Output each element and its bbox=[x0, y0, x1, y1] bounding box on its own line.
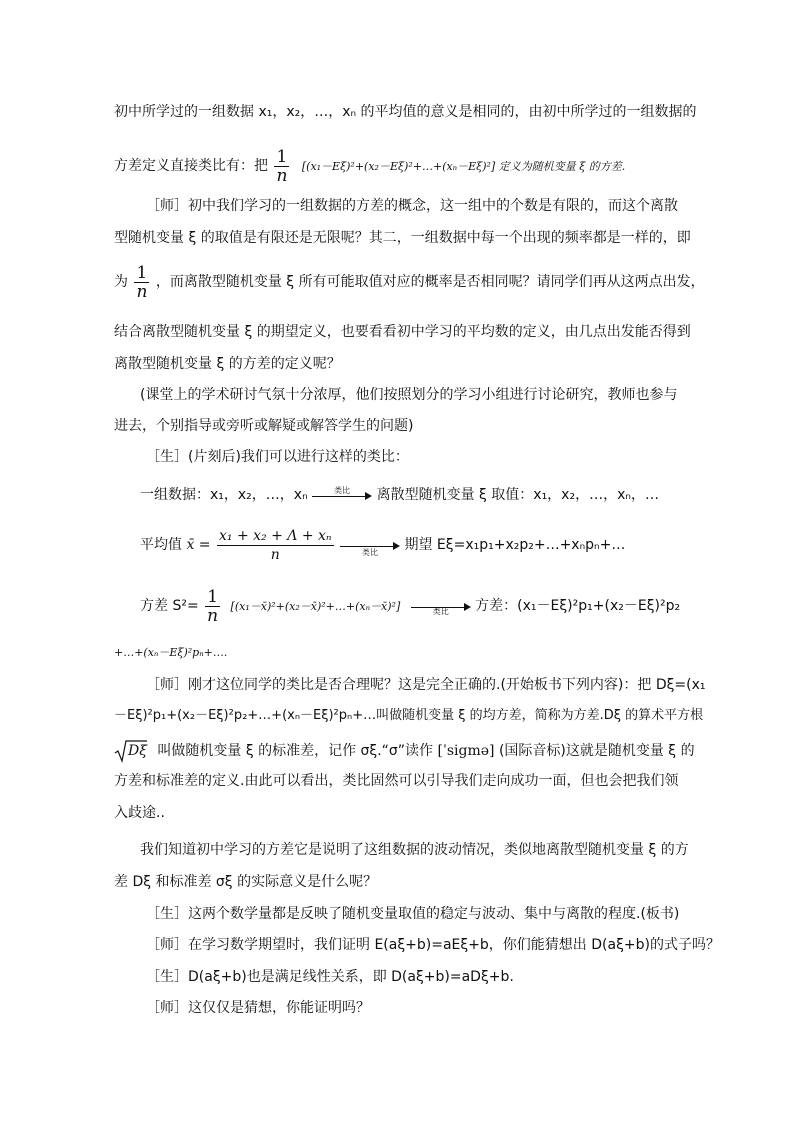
arrow-shaft bbox=[411, 607, 467, 608]
analogy-row-mean bbox=[140, 523, 625, 567]
text-line-20 bbox=[140, 840, 689, 860]
line-5-text: ，而离散型随机变量 ξ 所有可能取值对应的概率是否相同呢？请同学们再从这两点出发， bbox=[155, 274, 705, 290]
analogy-arrow bbox=[312, 485, 372, 505]
line-3-text: ［师］初中我们学习的一组数据的方差的概念，这一组中的个数是有限的，而这个离散 bbox=[146, 198, 678, 214]
line-20-text: 我们知道初中学习的方差它是说明了这组数据的波动情况，类似地离散型随机变量 ξ 的方 bbox=[140, 842, 689, 858]
line-21-text: 差 Dξ 和标准差 σξ 的实际意义是什么呢？ bbox=[114, 874, 378, 890]
line-18-text: 方差和标准差的定义.由此可以看出，类比固然可以引导我们走向成功一面，但也会把我们领 bbox=[114, 773, 679, 789]
expectation-expression: 期望 Eξ=x₁p₁+x₂p₂+…+xₙpₙ+… bbox=[404, 537, 626, 553]
random-variable-values: 离散型随机变量 ξ 取值：x₁，x₂，…，xₙ，… bbox=[376, 487, 659, 503]
fraction-numerator: 1 bbox=[136, 262, 148, 283]
text-line-25 bbox=[146, 998, 370, 1018]
fraction-numerator: 1 bbox=[207, 586, 219, 607]
text-line-22 bbox=[146, 904, 679, 924]
text-line-16 bbox=[114, 706, 703, 726]
mean-symbol: x̄ = bbox=[186, 537, 211, 553]
ipa-pronunciation: [ˈsigmə] bbox=[437, 743, 495, 759]
text-line-10 bbox=[146, 447, 409, 467]
text-line-5 bbox=[114, 262, 705, 302]
sample-variance-expression: [(x₁－x̄)²+(x₂－x̄)²+…+(xₙ－x̄)²] bbox=[230, 600, 401, 613]
text-line-18 bbox=[114, 771, 678, 791]
variance-expression: [(x₁－Eξ)²+(x₂－Eξ)²+…+(xₙ－Eξ)²] 定义为随机变量 ξ 的方差. bbox=[301, 160, 626, 173]
arrow-head bbox=[365, 492, 372, 500]
line-7-text: 离散型随机变量 ξ 的方差的定义呢？ bbox=[114, 356, 341, 372]
text-line-1 bbox=[114, 102, 697, 122]
line-8-text: (课堂上的学术研讨气氛十分浓厚，他们按照划分的学习小组进行讨论研究，教师也参与 bbox=[140, 387, 678, 403]
text-line-7 bbox=[114, 354, 341, 374]
fraction-denominator: n bbox=[207, 605, 219, 626]
line-6-text: 结合离散型随机变量 ξ 的期望定义，也要看看初中学习的平均数的定义，由几点出发能否得到 bbox=[114, 324, 691, 340]
arrow-label: 类比 bbox=[334, 486, 351, 495]
fraction-one-over-n bbox=[274, 148, 289, 185]
analogy-row-variance bbox=[140, 586, 680, 627]
square-root-expression bbox=[114, 737, 153, 765]
line-24-text: ［生］D(aξ+b)也是满足线性关系，即 D(aξ+b)=aDξ+b. bbox=[146, 969, 514, 985]
line-25-text: ［师］这仅仅是猜想，你能证明吗？ bbox=[146, 1000, 370, 1016]
line-9-text: 进去，个别指导或旁听或解疑或解答学生的问题) bbox=[114, 418, 414, 434]
fraction-denominator: n bbox=[276, 165, 288, 186]
random-variance-expression: 方差：(x₁－Eξ)²p₁+(x₂－Eξ)²p₂ bbox=[475, 598, 681, 614]
arrow-label: 类比 bbox=[362, 548, 379, 557]
line-23-text: ［师］在学习数学期望时，我们证明 E(aξ+b)=aEξ+b，你们能猜想出 D(aξ+b)的式子吗？ bbox=[146, 937, 720, 953]
text-line-8 bbox=[140, 385, 677, 405]
text-line-24 bbox=[146, 967, 514, 987]
line-19-text: 入歧途.. bbox=[114, 805, 165, 821]
fraction-one-over-n-2 bbox=[134, 264, 149, 301]
text-line-4 bbox=[114, 228, 691, 248]
line-4-text: 型随机变量 ξ 的取值是有限还是无限呢？其二，一组数据中每一个出现的频率都是一样的，即 bbox=[114, 230, 691, 246]
fraction-numerator: 1 bbox=[276, 146, 288, 167]
analogy-arrow bbox=[411, 596, 471, 616]
line-17-tail: (国际音标)这就是随机变量 ξ 的 bbox=[498, 743, 695, 759]
line-2-lead: 方差定义直接类比有：把 bbox=[114, 158, 268, 174]
mean-fraction-numerator: x₁ + x₂ + Λ + xₙ bbox=[218, 527, 332, 544]
variance-fraction bbox=[205, 588, 220, 625]
text-line-6 bbox=[114, 322, 691, 342]
line-15-text: ［师］刚才这位同学的类比是否合理呢？这是完全正确的.(开始板书下列内容)：把 Dξ=(x₁ bbox=[146, 677, 706, 693]
analogy-arrow bbox=[340, 535, 400, 555]
mean-label: 平均值 bbox=[140, 537, 182, 553]
line-5-lead: 为 bbox=[114, 274, 128, 290]
line-22-text: ［生］这两个数学量都是反映了随机变量取值的稳定与波动、集中与离散的程度.(板书) bbox=[146, 906, 680, 922]
line-14-text: +…+(xₙ－Eξ)²pₙ+…. bbox=[114, 646, 228, 659]
data-set-label: 一组数据：x₁，x₂，…，xₙ bbox=[140, 487, 308, 503]
text-line-2 bbox=[114, 146, 625, 187]
arrow-head bbox=[393, 542, 400, 550]
text-line-23 bbox=[146, 935, 720, 955]
text-line-9 bbox=[114, 416, 413, 436]
text-line-14 bbox=[114, 642, 227, 663]
variance-label: 方差 S²= bbox=[140, 598, 199, 614]
square-root-content: Dξ bbox=[128, 743, 147, 759]
text-line-19 bbox=[114, 803, 165, 823]
mean-fraction bbox=[217, 527, 334, 564]
mean-fraction-denominator: n bbox=[217, 545, 334, 564]
text-line-17 bbox=[114, 737, 695, 765]
arrow-shaft bbox=[312, 496, 368, 497]
line-1-text: 初中所学过的一组数据 x₁，x₂，…，xₙ 的平均值的意义是相同的，由初中所学过的一组数据的 bbox=[114, 104, 697, 120]
line-17-text: 叫做随机变量 ξ 的标准差，记作 σξ.“σ”读作 bbox=[157, 743, 434, 759]
arrow-head bbox=[464, 603, 471, 611]
fraction-denominator: n bbox=[136, 281, 148, 302]
line-10-text: ［生］(片刻后)我们可以进行这样的类比： bbox=[146, 449, 409, 465]
arrow-shaft bbox=[340, 546, 396, 547]
arrow-label: 类比 bbox=[432, 607, 449, 616]
analogy-row-data bbox=[140, 485, 659, 505]
text-line-3 bbox=[146, 196, 678, 216]
line-16-text: －Eξ)²p₁+(x₂－Eξ)²p₂+…+(xₙ－Eξ)²pₙ+…叫做随机变量 ξ 的均方差，简称为方差.Dξ 的算术平方根 bbox=[114, 708, 704, 723]
text-line-15 bbox=[146, 675, 706, 695]
text-line-21 bbox=[114, 872, 377, 892]
